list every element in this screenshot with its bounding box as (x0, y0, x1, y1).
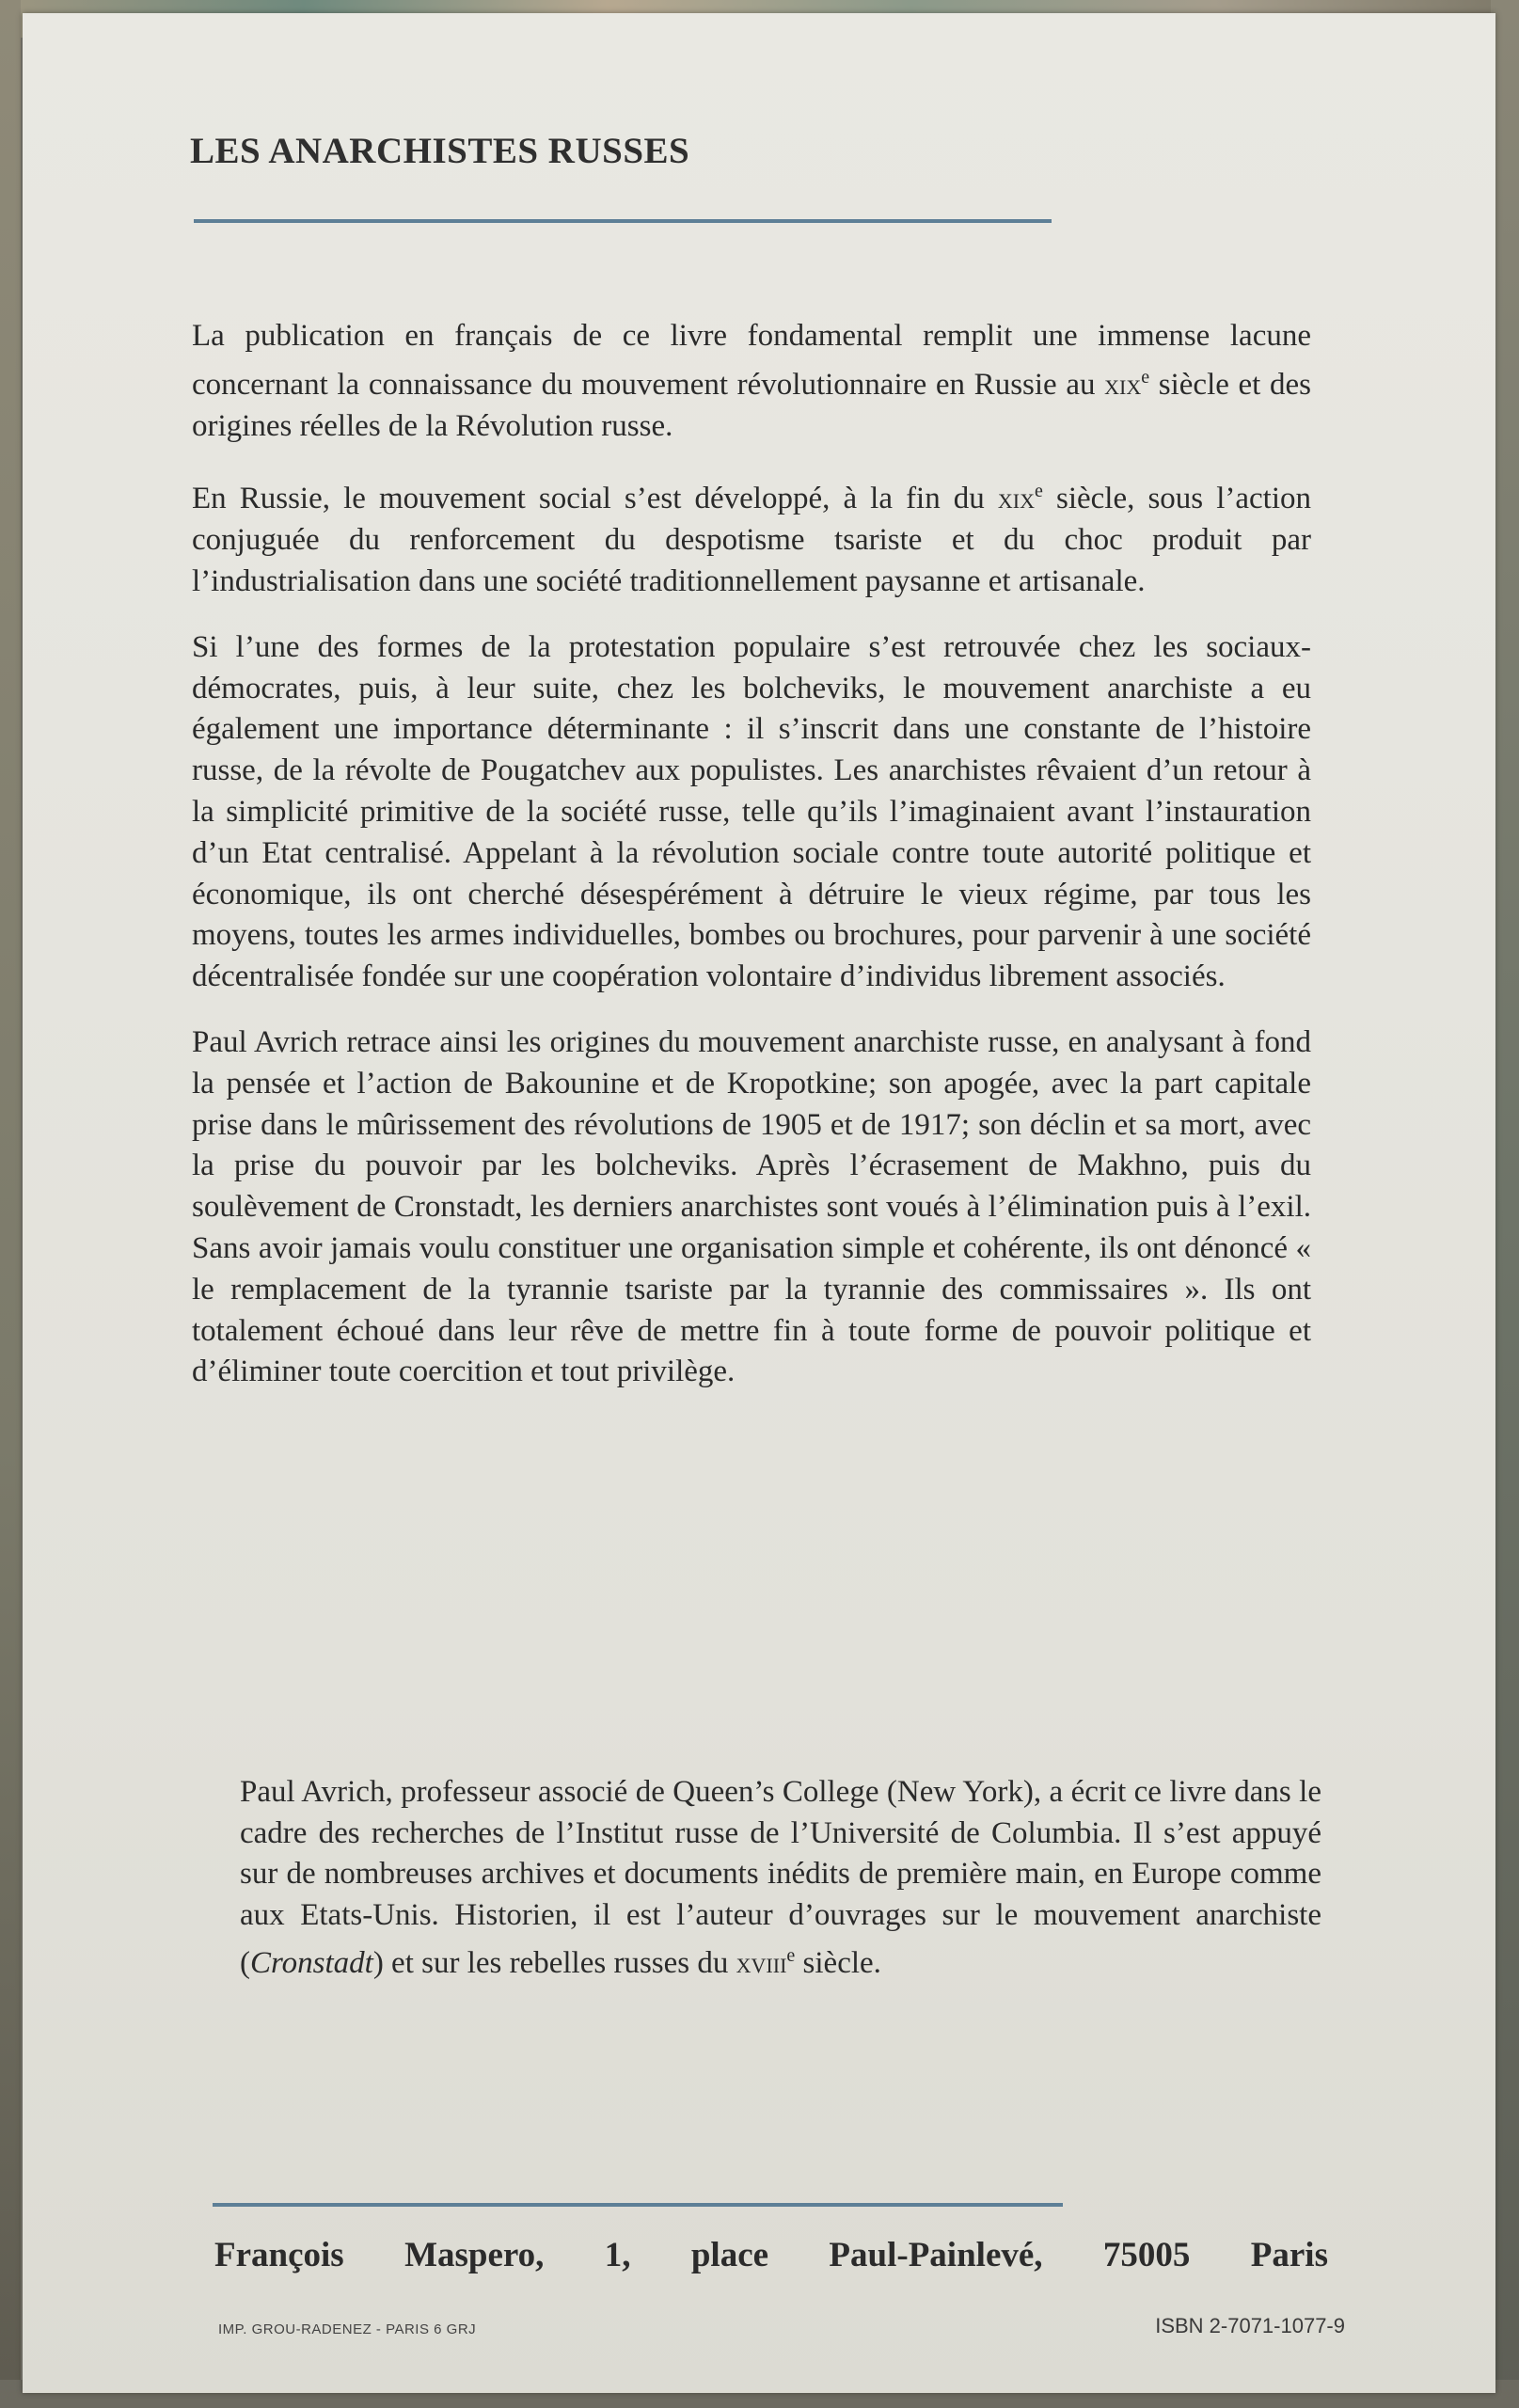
publisher-word: Paris (1250, 2236, 1328, 2274)
text-run: Paul Avrich retrace ainsi les origines du mouvement anarchiste russe, en analysant à fond la pensée et l’action de Bakounine et de Kropotkine; son apogée, avec la part capitale prise dans le mûrissement des révolutions de 1905 et de 1917; son déclin et sa mort, avec la prise du pouvoir par les bolcheviks. Après l’écrasement de Makhno, puis du soulèvement de Cronstadt, les derniers anarchistes sont voués à l’élimination puis à l’exil. Sans avoir jamais voulu constituer une organisation simple et cohérente, ils ont dénoncé « le remplacement de la tyrannie tsariste par la tyrannie des commissaires ». Ils ont totalement échoué dans leur rêve de mettre fin à toute forme de pouvoir politique et d’éliminer toute coercition et tout privilège. (192, 1024, 1311, 1389)
text-run: En Russie, le mouvement social s’est développé, à la fin du (192, 482, 998, 516)
century-numeral: xix (1104, 367, 1142, 401)
blurb-paragraph-3 (192, 627, 1311, 998)
century-numeral: xviii (736, 1946, 787, 1980)
publisher-word: Maspero, (404, 2236, 545, 2274)
century-numeral: xix (997, 482, 1036, 515)
text-run: ) et sur les rebelles russes du (372, 1946, 736, 1981)
publisher-word: 1, (604, 2236, 631, 2274)
text-run: Si l’une des formes de la protestation populaire s’est retrouvée chez les sociaux-démocrates, puis, à leur suite, chez les bolcheviks, le mouvement anarchiste a eu également une importance déterminante : il s’inscrit dans une constante de l’histoire russe, de la révolte de Pougatchev aux populistes. Les anarchistes rêvaient d’un retour à la simplicité primitive de la société russe, telle qu’ils l’imaginaient avant l’instauration d’un Etat centralisé. Appelant à la révolution sociale contre toute autorité politique et économique, ils ont cherché désespérément à détruire le vieux régime, par tous les moyens, toutes les armes individuelles, bombes ou brochures, pour parvenir à une société décentralisée fondée sur une coopération volontaire d’individus librement associés. (192, 629, 1311, 994)
text-run: La publication en français de ce livre fondamental remplit une immense lacune concernant la connaissance du mouvement révolutionnaire en Russie au (192, 319, 1311, 402)
italic-title: Cronstadt (250, 1946, 373, 1981)
blurb-paragraph-2 (192, 471, 1311, 602)
ordinal-superscript: e (1141, 366, 1150, 388)
bio-paragraph (240, 1772, 1321, 1985)
text-run: siècle et des origines réelles de la Révolution russe. (192, 367, 1311, 443)
publisher-word: François (214, 2236, 344, 2274)
publisher-rule (213, 2203, 1063, 2207)
blurb-text (192, 316, 1311, 1418)
isbn: ISBN 2-7071-1077-9 (1155, 2314, 1345, 2337)
book-title: LES ANARCHISTES RUSSES (190, 131, 690, 171)
background-left-edge (0, 0, 21, 2408)
printer-imprint: IMP. GROU-RADENEZ - PARIS 6 GRJ (218, 2321, 477, 2337)
publisher-line (214, 2235, 1328, 2275)
publisher-word: Paul-Painlevé, (829, 2236, 1043, 2274)
text-run: siècle. (795, 1946, 881, 1981)
ordinal-superscript: e (1035, 481, 1043, 502)
ordinal-superscript: e (786, 1945, 796, 1967)
text-run: siècle, sous l’action conjuguée du renforcement du despotisme tsariste et du choc produit par l’industrialisation dans une société traditionnellement paysanne et artisanale. (192, 482, 1312, 598)
text-run: Paul Avrich, professeur associé de Queen’s College (New York), a écrit ce livre dans le cadre des recherches de l’Institut russe de l’Université de Columbia. Il s’est appuyé sur de nombreuses archives et documents inédits de première main, en Europe comme aux Etats-Unis. Historien, il est l’auteur d’ouvrages sur le mouvement anarchiste ( (240, 1775, 1321, 1981)
publisher-word: place (690, 2236, 769, 2274)
blurb-paragraph-4 (192, 1022, 1311, 1393)
author-bio (240, 1772, 1321, 1985)
publisher-word: 75005 (1102, 2236, 1191, 2274)
blurb-paragraph-1 (192, 316, 1311, 447)
book-back-cover (23, 13, 1495, 2393)
title-underline-rule (194, 219, 1052, 223)
